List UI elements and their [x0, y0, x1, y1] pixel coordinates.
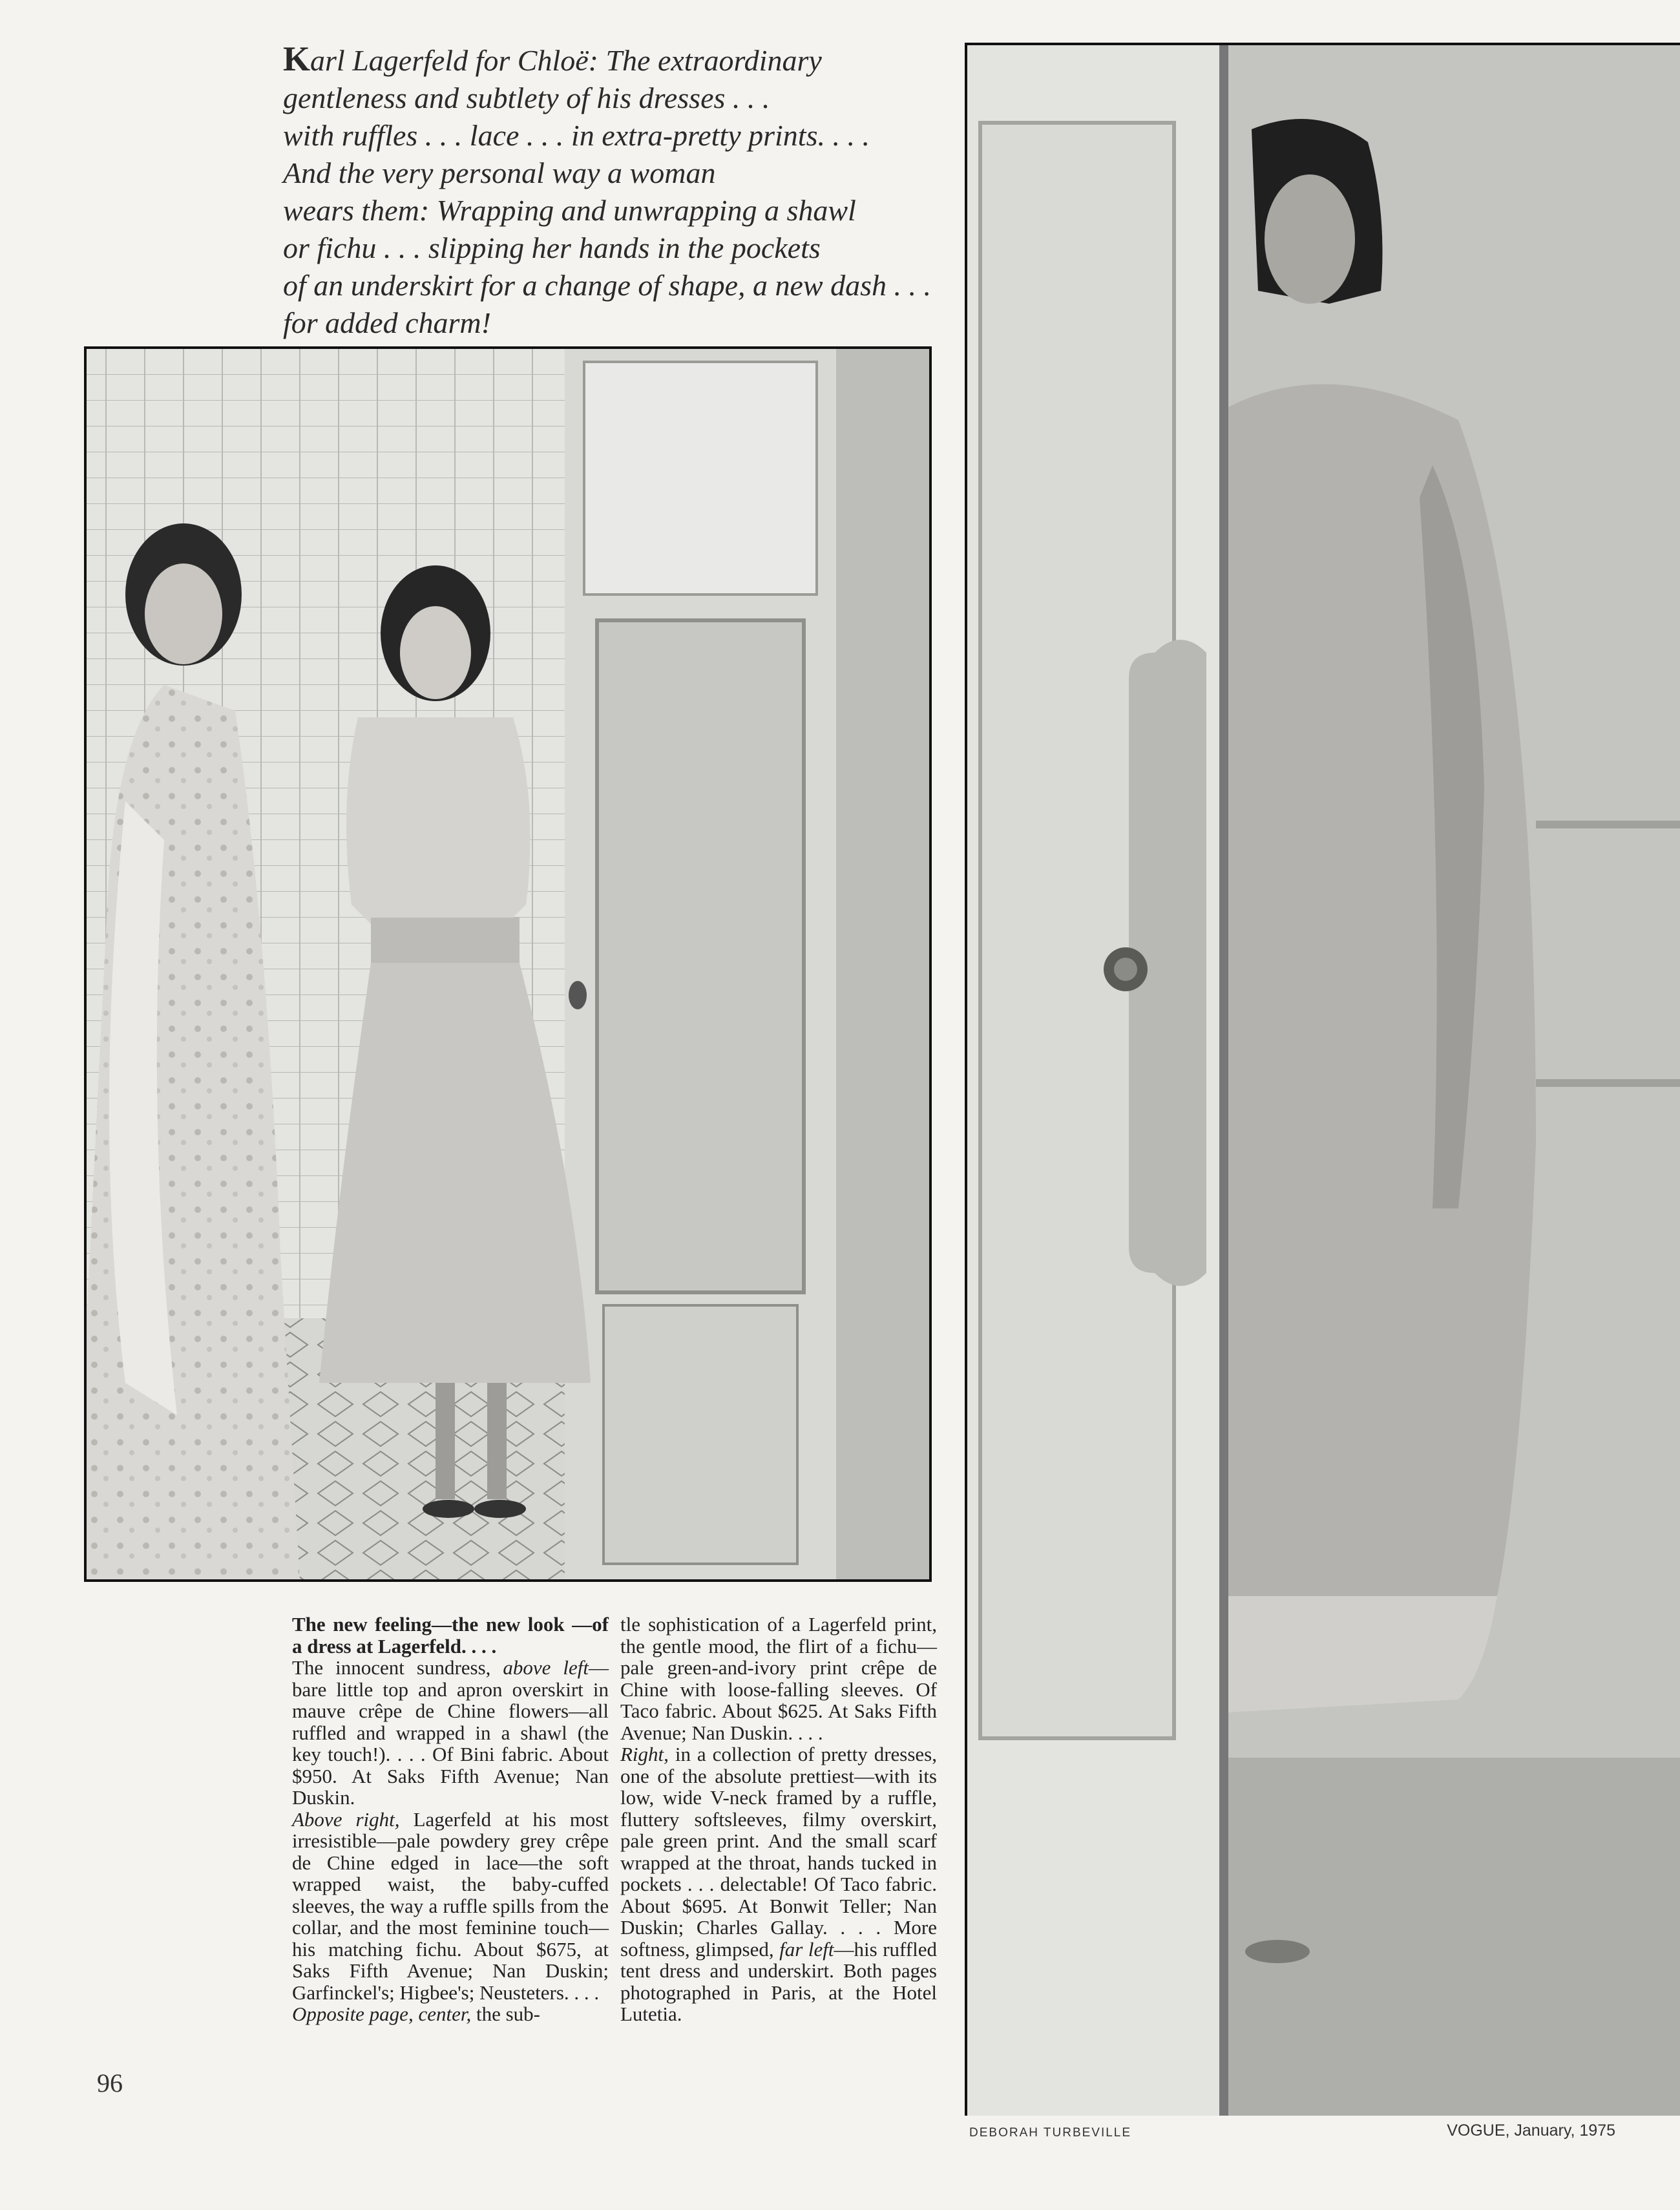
intro-line-5: wears them: Wrapping and unwrapping a shawl — [283, 194, 856, 227]
issue-line: VOGUE, January, 1975 — [1447, 2121, 1615, 2140]
intro-line-4: And the very personal way a woman — [283, 156, 716, 189]
drop-cap: K — [283, 39, 311, 78]
caption-paragraph-1: The innocent sundress, above left—bare little top and apron overskirt in mauve crêpe de Chine flowers—all ruffled and wrapped in a shawl (the key touch!). . . . Of Bini fabric. About $950. At Saks Fifth Avenue; Nan Duskin. — [292, 1656, 609, 1809]
caption-paragraph-5: Right, in a collection of pretty dresses, one of the absolute prettiest—with its low, wide V-neck framed by a ruffle, fluttery softsleeves, filmy overskirt, pale green print. And the small scarf wrapped at the throat, hands tucked in pockets . . . delectable! Of Taco fabric. About $695. At Bonwit Teller; Nan Duskin; Charles Gallay. . . . More softness, glimpsed, far left—his ruffled tent dress and underskirt. Both pages photographed in Paris, at the Hotel Lutetia. — [620, 1743, 937, 2025]
photo-model-behind-door-illustration — [967, 45, 1680, 2116]
photo-two-models — [84, 346, 932, 1582]
caption-paragraph-4: tle sophistication of a Lagerfeld print, the gentle mood, the flirt of a fichu—pale green-and-ivory print crêpe de Chine with loose-falling sleeves. Of Taco fabric. About $625. At Saks Fifth Avenue; Nan Duskin. . . . — [620, 1613, 937, 1744]
intro-line-3: with ruffles . . . lace . . . in extra-pretty prints. . . . — [283, 119, 870, 152]
caption-column-2 — [620, 1614, 937, 2025]
caption-paragraph-2: Above right, Lagerfeld at his most irresistible—pale powdery grey crêpe de Chine edged in lace—the soft wrapped waist, the baby-cuffed sleeves, the way a ruffle spills from the collar, and the most feminine touch—his matching fichu. About $675, at Saks Fifth Avenue; Nan Duskin; Garfinckel's; Higbee's; Neusteters. . . . — [292, 1807, 609, 2004]
intro-line-7: of an underskirt for a change of shape, a new dash . . . — [283, 269, 931, 302]
intro-blurb — [283, 40, 949, 342]
caption-heading: The new feeling—the new look —of a dress at Lagerfeld. . . . — [292, 1613, 609, 1658]
photo-two-models-illustration — [87, 349, 929, 1579]
intro-line-2: gentleness and subtlety of his dresses . . . — [283, 81, 770, 114]
caption-paragraph-3: Opposite page, center, the sub- — [292, 2003, 540, 2025]
page-number: 96 — [97, 2068, 123, 2098]
intro-line-8: for added charm! — [283, 306, 491, 339]
intro-line-6: or fichu . . . slipping her hands in the pockets — [283, 231, 821, 264]
intro-line-1: Karl Lagerfeld for Chloë: The extraordinary — [283, 39, 822, 78]
photo-credit: DEBORAH TURBEVILLE — [969, 2126, 1132, 2140]
photo-model-behind-door — [965, 43, 1680, 2116]
caption-column-1 — [292, 1614, 609, 2025]
